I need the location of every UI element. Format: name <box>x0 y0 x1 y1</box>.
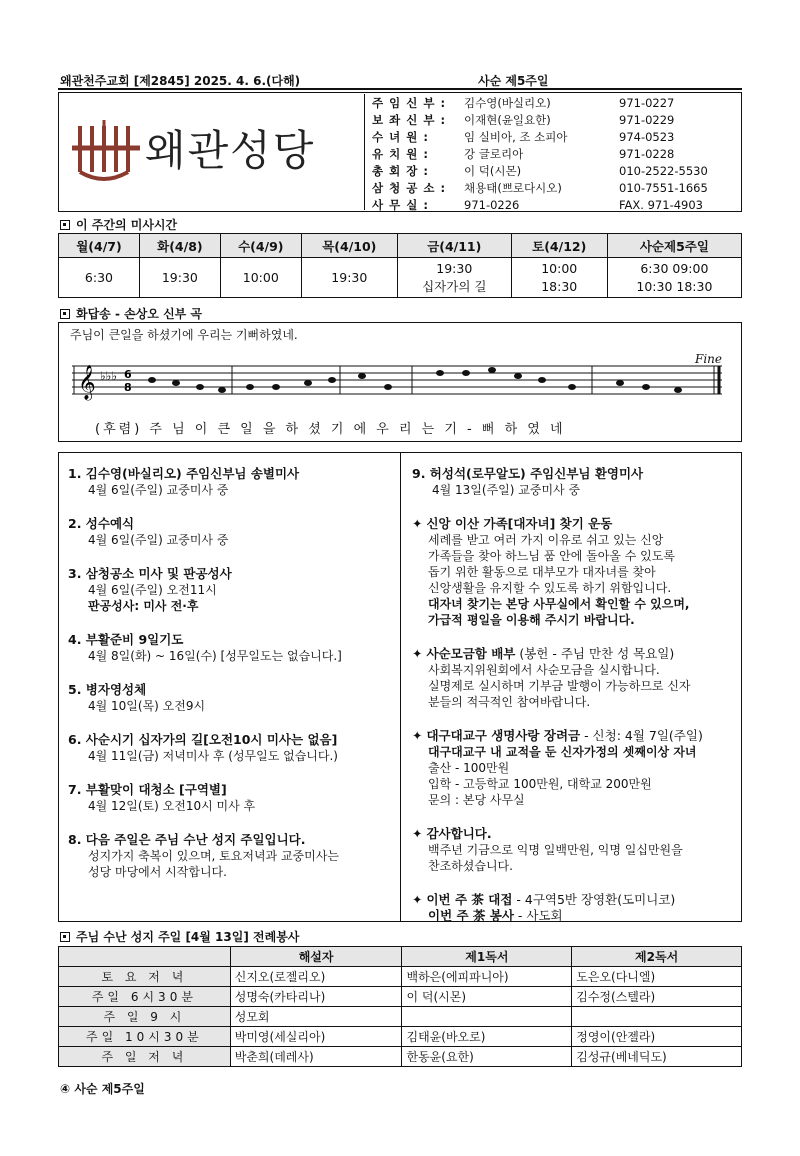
news-bullet-title <box>412 728 738 744</box>
news-bullet <box>412 892 738 924</box>
news-bullet-title <box>412 826 738 842</box>
news-bullet <box>412 826 738 874</box>
service-person: 한동윤(요한) <box>402 1047 572 1067</box>
service-person: 김태윤(바오로) <box>402 1027 572 1047</box>
mass-time: 18:30 <box>541 278 578 294</box>
news-item-title: 3. 삼청공소 미사 및 판공성사 <box>68 566 232 581</box>
staff-name: 971-0226 <box>464 198 520 212</box>
staff-name: 임 실비아, 조 소피아 <box>464 130 568 144</box>
news-item-line: 4월 12일(토) 오전10시 미사 후 <box>88 799 256 813</box>
service-person: 신지오(로젤리오) <box>230 967 402 987</box>
service-header: 제2독서 <box>572 947 742 967</box>
news-item <box>68 516 394 548</box>
staff-phone: 971-0229 <box>619 113 675 127</box>
mass-day-header: 수(4/9) <box>220 234 301 258</box>
section-square-icon <box>60 220 70 230</box>
svg-text:♭♭♭: ♭♭♭ <box>100 369 117 383</box>
staff-row <box>372 146 740 163</box>
news-bullet-line: 세례를 받고 여러 가지 이유로 쉬고 있는 신앙 <box>428 533 664 547</box>
mass-time: 19:30 <box>436 260 473 276</box>
staff-row <box>372 112 740 129</box>
service-person: 이 덕(시몬) <box>402 987 572 1007</box>
mass-day-header: 금(4/11) <box>397 234 511 258</box>
service-slot: 주일 6시30분 <box>59 987 231 1007</box>
news-bullet-line: 입학 - 고등학교 100만원, 대학교 200만원 <box>428 777 652 791</box>
mass-time-cell <box>220 258 301 298</box>
staff-phone: FAX. 971-4903 <box>619 198 703 212</box>
mass-time-cell <box>511 258 607 298</box>
news-item-line: 4월 11일(금) 저녁미사 후 (성무일도 없습니다.) <box>88 749 338 763</box>
news-bullet-note: - 사도회 <box>513 908 563 923</box>
news-item-title: 7. 부활맞이 대청소 [구역별] <box>68 782 227 797</box>
news-item-line: 4월 6일(주일) 교중미사 중 <box>88 533 229 547</box>
mass-time: 10:30 18:30 <box>636 278 713 294</box>
mass-time: 19:30 <box>161 269 198 285</box>
mass-time-cell <box>59 258 140 298</box>
news-item <box>68 682 394 714</box>
news-item-title: 2. 성수예식 <box>68 516 135 531</box>
psalm-refrain-line: 주님이 큰일을 하셨기에 우리는 기뻐하였네. <box>70 328 298 342</box>
svg-text:𝄞: 𝄞 <box>78 365 96 400</box>
news-bullet-line: 돕기 위한 활동으로 대부모가 대자녀를 찾아 <box>428 565 656 579</box>
mass-time: 6:30 09:00 <box>640 260 709 276</box>
service-header <box>59 947 231 967</box>
staff-role: 주 임 신 부 : <box>372 96 447 110</box>
news-item-bold-line: 판공성사: 미사 전·후 <box>88 599 199 613</box>
service-person <box>402 1007 572 1027</box>
service-person: 도은오(다니엘) <box>572 967 742 987</box>
news-bullet <box>412 728 738 808</box>
news-bullet <box>412 516 738 628</box>
news-bullet-title-text: 신앙 이산 가족[대자녀] 찾기 운동 <box>426 516 613 531</box>
mass-time-cell <box>607 258 741 298</box>
psalm-lyric: (후렴) 주 님 이 큰 일 을 하 셨 기 에 우 리 는 기 - 뻐 하 였 네 <box>95 422 566 437</box>
psalm-title <box>60 305 202 322</box>
section-square-icon <box>60 932 70 942</box>
mass-times-table <box>58 233 742 298</box>
news-item-title: 1. 김수영(바실리오) 주임신부님 송별미사 <box>68 466 300 481</box>
staff-name: 채용태(쁘로다시오) <box>464 181 562 195</box>
news-bullet-note: (봉헌 - 주님 만찬 성 목요일) <box>515 646 675 661</box>
service-person: 김성규(베네딕도) <box>572 1047 742 1067</box>
service-slot: 주일 10시30분 <box>59 1027 231 1047</box>
news-bullet-title-text: 사순모금함 배부 <box>426 646 516 661</box>
news-item <box>68 782 394 814</box>
news-bullet-line: 문의 : 본당 사무실 <box>428 793 525 807</box>
mass-time: 10:00 <box>242 269 279 285</box>
mass-time: 십자가의 길 <box>422 278 487 294</box>
staff-role: 삼 청 공 소 : <box>372 181 447 195</box>
sparkle-icon: ✦ <box>412 728 423 743</box>
mass-time: 10:00 <box>541 260 578 276</box>
news-bullet-title <box>412 646 738 662</box>
staff-row <box>372 95 740 112</box>
church-logo-icon <box>66 114 146 194</box>
news-item <box>68 466 394 498</box>
mass-day-header: 화(4/8) <box>139 234 220 258</box>
news-item-line: 4월 13일(주일) 교중미사 중 <box>432 483 581 497</box>
news-bullet-title-text: 이번 주 茶 대접 <box>426 892 513 907</box>
service-person: 정영이(안젤라) <box>572 1027 742 1047</box>
news-item-title: 8. 다음 주일은 주님 수난 성지 주일입니다. <box>68 832 306 847</box>
staff-phone: 971-0228 <box>619 147 675 161</box>
service-slot: 토 요 저 녁 <box>59 967 231 987</box>
staff-role: 수 녀 원 : <box>372 130 429 144</box>
news-item-line: 4월 10일(목) 오전9시 <box>88 699 206 713</box>
service-person: 김수정(스텔라) <box>572 987 742 1007</box>
sparkle-icon: ✦ <box>412 826 423 841</box>
sparkle-icon: ✦ <box>412 646 423 661</box>
staff-list <box>372 95 740 214</box>
news-item <box>68 832 394 880</box>
staff-phone: 010-2522-5530 <box>619 164 708 178</box>
news-item-title: 9. 허성석(로무알도) 주임신부님 환영미사 <box>412 466 644 481</box>
staff-role: 사 무 실 : <box>372 198 429 212</box>
sparkle-icon: ✦ <box>412 892 423 907</box>
news-item-line: 4월 6일(주일) 오전11시 <box>88 583 217 597</box>
service-row <box>59 1007 742 1027</box>
mass-times-title <box>60 216 177 233</box>
service-title <box>60 928 299 945</box>
mass-times-title-text: 이 주간의 미사시간 <box>76 218 178 232</box>
mass-time-cell <box>139 258 220 298</box>
news-right-column <box>412 466 738 942</box>
psalm-title-text: 화답송 - 손상오 신부 곡 <box>76 307 203 321</box>
news-bullet-line: 사회복지위원회에서 사순모금을 실시합니다. <box>428 663 660 677</box>
staff-row <box>372 163 740 180</box>
staff-role: 유 치 원 : <box>372 147 429 161</box>
news-bullet-line: 찬조하셨습니다. <box>428 859 513 873</box>
mass-time: 19:30 <box>331 269 368 285</box>
mass-day-header: 사순제5주일 <box>607 234 741 258</box>
news-item-line: 성지가지 축복이 있으며, 토요저녁과 교중미사는 <box>88 849 339 863</box>
mass-time: 6:30 <box>84 269 113 285</box>
news-bullet-title <box>412 892 738 908</box>
staff-role: 총 회 장 : <box>372 164 429 178</box>
staff-phone: 974-0523 <box>619 130 675 144</box>
news-bullet-note: - 신청: 4월 7일(주일) <box>580 728 703 743</box>
service-title-text: 주님 수난 성지 주일 [4월 13일] 전례봉사 <box>76 930 300 944</box>
news-bullet-note: - 4구역5반 장영환(도미니코) <box>512 892 676 907</box>
service-person: 박춘희(데레사) <box>230 1047 402 1067</box>
staff-row <box>372 180 740 197</box>
mass-time-cell <box>301 258 397 298</box>
news-item-line: 4월 6일(주일) 교중미사 중 <box>88 483 229 497</box>
news-left-column <box>68 466 394 898</box>
staff-phone: 010-7551-1665 <box>619 181 708 195</box>
news-item <box>412 466 738 498</box>
news-bullet-line: 백주년 기금으로 익명 일백만원, 익명 일십만원을 <box>428 843 683 857</box>
staff-role: 보 좌 신 부 : <box>372 113 447 127</box>
news-bullet <box>412 646 738 710</box>
news-bullet-line: 실명제로 실시하며 기부금 발행이 가능하므로 신자 <box>428 679 691 693</box>
staff-name: 김수영(바실리오) <box>464 96 551 110</box>
news-divider <box>400 452 401 922</box>
news-item <box>68 632 394 664</box>
news-bullet-bold-line: 대구대교구 내 교적을 둔 신자가정의 셋째이상 자녀 <box>428 745 697 759</box>
staff-row <box>372 129 740 146</box>
news-bullet-line: 출산 - 100만원 <box>428 761 510 775</box>
staff-name: 강 글로리아 <box>464 147 524 161</box>
news-bullet-title-text: 감사합니다. <box>426 826 492 841</box>
svg-text:8: 8 <box>124 381 132 394</box>
news-item <box>68 732 394 764</box>
service-row <box>59 967 742 987</box>
page-footer: ④ 사순 제5주일 <box>60 1082 145 1096</box>
news-item-line: 성당 마당에서 시작합니다. <box>88 865 227 879</box>
service-row <box>59 1047 742 1067</box>
service-person <box>572 1007 742 1027</box>
news-bullet-title <box>412 516 738 532</box>
service-person: 성명숙(카타리나) <box>230 987 402 1007</box>
mass-day-header: 토(4/12) <box>511 234 607 258</box>
news-item-title: 4. 부활준비 9일기도 <box>68 632 184 647</box>
news-bullet-bold-line: 대자녀 찾기는 본당 사무실에서 확인할 수 있으며, <box>428 597 690 611</box>
news-bullet-line: 신앙생활을 유지할 수 있도록 하기 위함입니다. <box>428 581 672 595</box>
fine-mark: Fine <box>695 352 722 366</box>
news-item-title: 6. 사순시기 십자가의 길[오전10시 미사는 없음] <box>68 732 338 747</box>
svg-text:6: 6 <box>124 368 132 381</box>
news-bullet-title-text: 대구대교구 생명사랑 장려금 <box>426 728 581 743</box>
service-slot: 주 일 9 시 <box>59 1007 231 1027</box>
news-bullet-title2 <box>412 908 738 924</box>
staff-name: 이 덕(시몬) <box>464 164 522 178</box>
service-header: 해설자 <box>230 947 402 967</box>
service-header: 제1독서 <box>402 947 572 967</box>
news-item <box>68 566 394 614</box>
service-row <box>59 1027 742 1047</box>
bulletin-header: 왜관천주교회 [제2845] 2025. 4. 6.(다해) <box>60 74 301 88</box>
mass-day-header: 목(4/10) <box>301 234 397 258</box>
news-item-line: 4월 8일(화) ~ 16일(수) [성무일도는 없습니다.] <box>88 649 342 663</box>
news-item-title: 5. 병자영성체 <box>68 682 147 697</box>
staff-name: 이재현(윤일요한) <box>464 113 551 127</box>
news-bullet-title2-text: 이번 주 茶 봉사 <box>428 908 514 923</box>
sparkle-icon: ✦ <box>412 516 423 531</box>
logo-text: 왜관성당 <box>145 126 316 175</box>
service-person: 백하은(에피파니아) <box>402 967 572 987</box>
news-bullet-bold-line: 가급적 평일을 이용해 주시기 바랍니다. <box>428 613 635 627</box>
service-person: 성모회 <box>230 1007 402 1027</box>
news-bullet-line: 분들의 적극적인 참여바랍니다. <box>428 695 591 709</box>
section-square-icon <box>60 309 70 319</box>
mass-time-cell <box>397 258 511 298</box>
music-staff-icon <box>72 358 732 414</box>
header-divider <box>58 88 742 90</box>
news-bullet-line: 가족들을 찾아 하느님 품 안에 돌아올 수 있도록 <box>428 549 675 563</box>
staff-row <box>372 197 740 214</box>
service-slot: 주 일 저 녁 <box>59 1047 231 1067</box>
mass-day-header: 월(4/7) <box>59 234 140 258</box>
service-person: 박미영(세실리아) <box>230 1027 402 1047</box>
service-table <box>58 946 742 1067</box>
service-row <box>59 987 742 1007</box>
staff-phone: 971-0227 <box>619 96 675 110</box>
bulletin-week: 사순 제5주일 <box>478 74 549 88</box>
